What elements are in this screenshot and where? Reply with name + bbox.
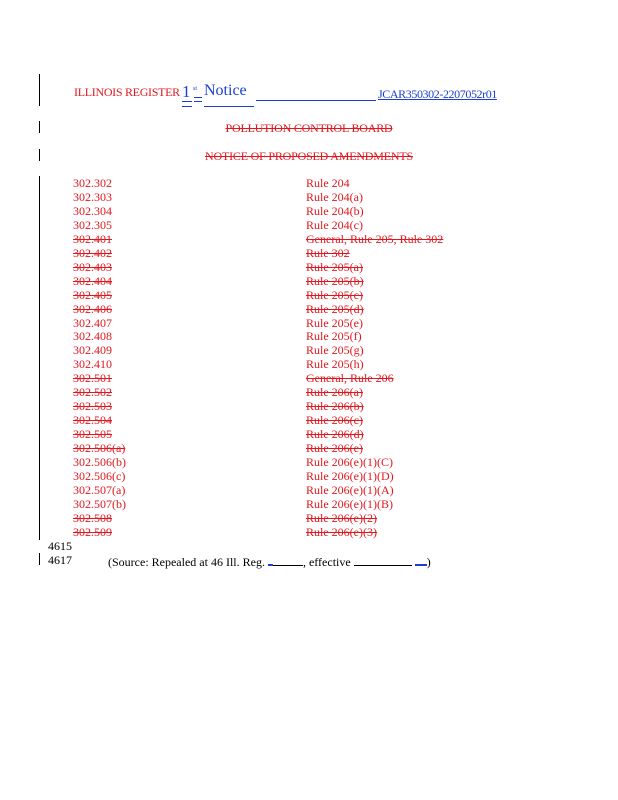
section-number: 302.305 [73,217,112,232]
marker-underline [194,101,202,102]
rule-reference: Rule 205(b) [306,273,364,288]
section-number: 302.405 [73,287,112,302]
section-number: 302.408 [73,329,112,344]
rule-reference: Rule 206(e)(1)(B) [306,496,393,511]
rule-reference: Rule 205(g) [306,343,364,358]
section-number: 302.508 [73,510,112,525]
blank-field [354,554,412,566]
edit-mark [415,553,427,566]
rule-reference: Rule 206(e)(2) [306,510,377,525]
section-number: 302.507(a) [73,482,126,497]
rule-reference: Rule 206(e)(1)(A) [306,482,394,497]
rule-reference: Rule 205(c) [306,287,363,302]
rule-reference: Rule 206(a) [306,385,363,400]
source-middle: , effective [302,555,351,569]
rule-reference: Rule 204(c) [306,217,363,232]
section-number: 302.303 [73,189,112,204]
marker-underline [182,106,192,107]
board-title: POLLUTION CONTROL BOARD [225,121,393,135]
rule-reference: Rule 206(e)(1)(D) [306,468,394,483]
rule-reference: Rule 206(d) [306,427,364,442]
section-number: 302.410 [73,357,112,372]
section-number: 302.403 [73,259,112,274]
section-number: 302.505 [73,427,112,442]
source-note [108,553,431,570]
section-number: 302.401 [73,231,112,246]
change-bar [39,553,40,565]
change-bar [39,74,40,106]
section-number: 302.506(a) [73,441,126,456]
notice-underline [204,106,254,107]
document-code: JCAR350302-2207052r01 [378,87,497,101]
section-number: 302.406 [73,301,112,316]
rule-reference: General, Rule 205, Rule 302 [306,231,444,246]
rule-reference: Rule 205(f) [306,329,362,344]
section-number: 302.506(b) [73,455,126,469]
rule-reference: General, Rule 206 [306,371,394,386]
blank-field [273,554,303,566]
line-number: 4615 [48,539,72,553]
line-number: 4617 [48,553,72,567]
rule-reference: Rule 204(a) [306,189,363,204]
change-bar [39,176,40,540]
section-number: 302.503 [73,399,112,414]
page-marker: 1 [182,82,191,101]
rule-reference: Rule 206(b) [306,399,364,414]
register-title: ILLINOIS REGISTER [74,85,180,99]
section-number: 302.409 [73,343,112,358]
section-number: 302.404 [73,273,112,288]
page-marker-sup: st [193,86,198,92]
header-rule [256,100,376,101]
section-number: 302.302 [73,176,112,190]
section-number: 302.304 [73,203,112,218]
marker-underline [182,101,192,102]
section-number: 302.506(c) [73,468,126,483]
rule-reference: Rule 205(a) [306,259,363,274]
rule-reference: Rule 206(e)(3) [306,524,377,539]
rule-reference: Rule 205(e) [306,315,363,330]
rule-reference: Rule 205(h) [306,357,364,372]
notice-title: NOTICE OF PROPOSED AMENDMENTS [205,149,413,163]
source-suffix: ) [426,555,431,569]
rule-reference: Rule 205(d) [306,301,364,316]
rule-reference: Rule 206(e)(1)(C) [306,455,393,469]
rule-reference: Rule 204 [306,176,350,190]
rule-reference: Rule 206(c) [306,413,363,428]
rule-reference: Rule 302 [306,245,350,260]
section-number: 302.501 [73,371,112,386]
section-number: 302.402 [73,245,112,260]
section-number: 302.502 [73,385,112,400]
rule-reference: Rule 206(e) [306,441,363,456]
source-prefix: (Source: Repealed at 46 Ill. Reg. [108,555,265,569]
section-number: 302.507(b) [73,496,126,511]
section-number: 302.509 [73,524,112,539]
rule-reference: Rule 204(b) [306,203,364,218]
section-number: 302.407 [73,315,112,330]
notice-label: Notice [204,82,247,99]
marker-underline [194,97,202,98]
section-number: 302.504 [73,413,112,428]
